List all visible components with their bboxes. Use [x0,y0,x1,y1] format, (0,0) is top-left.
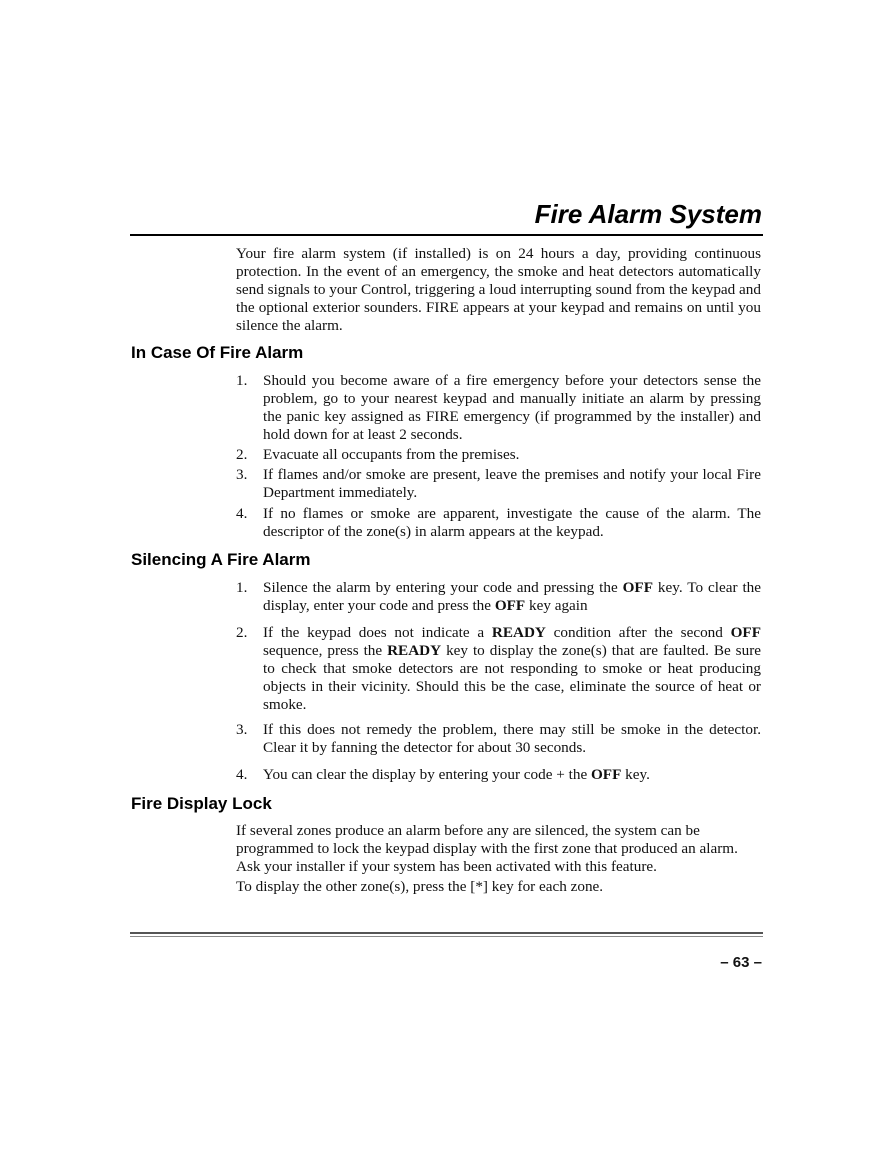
item-text: Silence the alarm by entering your code and pressing the OFF key. To clear the display, enter your code and press the OFF key again [263,579,761,614]
list-item [236,624,761,714]
item-number: 2. [236,446,248,463]
footer-rule [130,932,763,934]
item-text: You can clear the display by entering your code + the OFF key. [263,766,650,783]
list-item [236,446,761,464]
item-number: 1. [236,579,248,596]
footer-rule-thin [130,936,763,937]
item-text: Should you become aware of a fire emergency before your detectors sense the problem, go to your nearest keypad and manually initiate an alarm by pressing the panic key assigned as FIRE emergency (if programmed by the installer) and hold down for at least 2 seconds. [263,372,761,443]
list-item [236,766,761,784]
item-number: 1. [236,372,248,389]
item-text: If flames and/or smoke are present, leave the premises and notify your local Fire Department immediately. [263,466,761,501]
item-number: 3. [236,721,248,738]
page-number: – 63 – [720,954,762,971]
item-text: If this does not remedy the problem, there may still be smoke in the detector. Clear it by fanning the detector for about 30 seconds. [263,721,761,756]
list-item [236,466,761,502]
item-text: If the keypad does not indicate a READY condition after the second OFF sequence, press the READY key to display the zone(s) that are faulted. Be sure to check that smoke detectors are not responding to smoke or heat producing objects in their vicinity. Should this be the case, eliminate the source of heat or smoke. [263,624,761,713]
item-text: If no flames or smoke are apparent, investigate the cause of the alarm. The descriptor of the zone(s) in alarm appears at the keypad. [263,505,761,540]
heading-fire-display-lock: Fire Display Lock [131,794,272,813]
item-number: 4. [236,505,248,522]
heading-in-case-of-fire: In Case Of Fire Alarm [131,343,304,362]
item-number: 4. [236,766,248,783]
list-item [236,579,761,615]
item-text: Evacuate all occupants from the premises. [263,446,520,463]
list-item [236,721,761,757]
heading-silencing-fire-alarm: Silencing A Fire Alarm [131,550,311,569]
display-lock-paragraph: If several zones produce an alarm before any are silenced, the system can be programmed to lock the keypad display with the first zone that produced an alarm. Ask your installer if your system has been activated with this feature. [236,822,738,875]
display-lock-instruction: To display the other zone(s), press the [*] key for each zone. [236,878,604,895]
title-rule [130,234,763,236]
list-item [236,372,761,444]
page-title: Fire Alarm System [534,199,762,229]
item-number: 2. [236,624,248,641]
list-item [236,505,761,541]
intro-paragraph: Your fire alarm system (if installed) is on 24 hours a day, providing continuous protection. In the event of an emergency, the smoke and heat detectors automatically send signals to your Control, triggering a loud interrupting sound from the keypad and the optional exterior sounders. FIRE appears at your keypad and remains on until you silence the alarm. [236,245,761,334]
item-number: 3. [236,466,248,483]
